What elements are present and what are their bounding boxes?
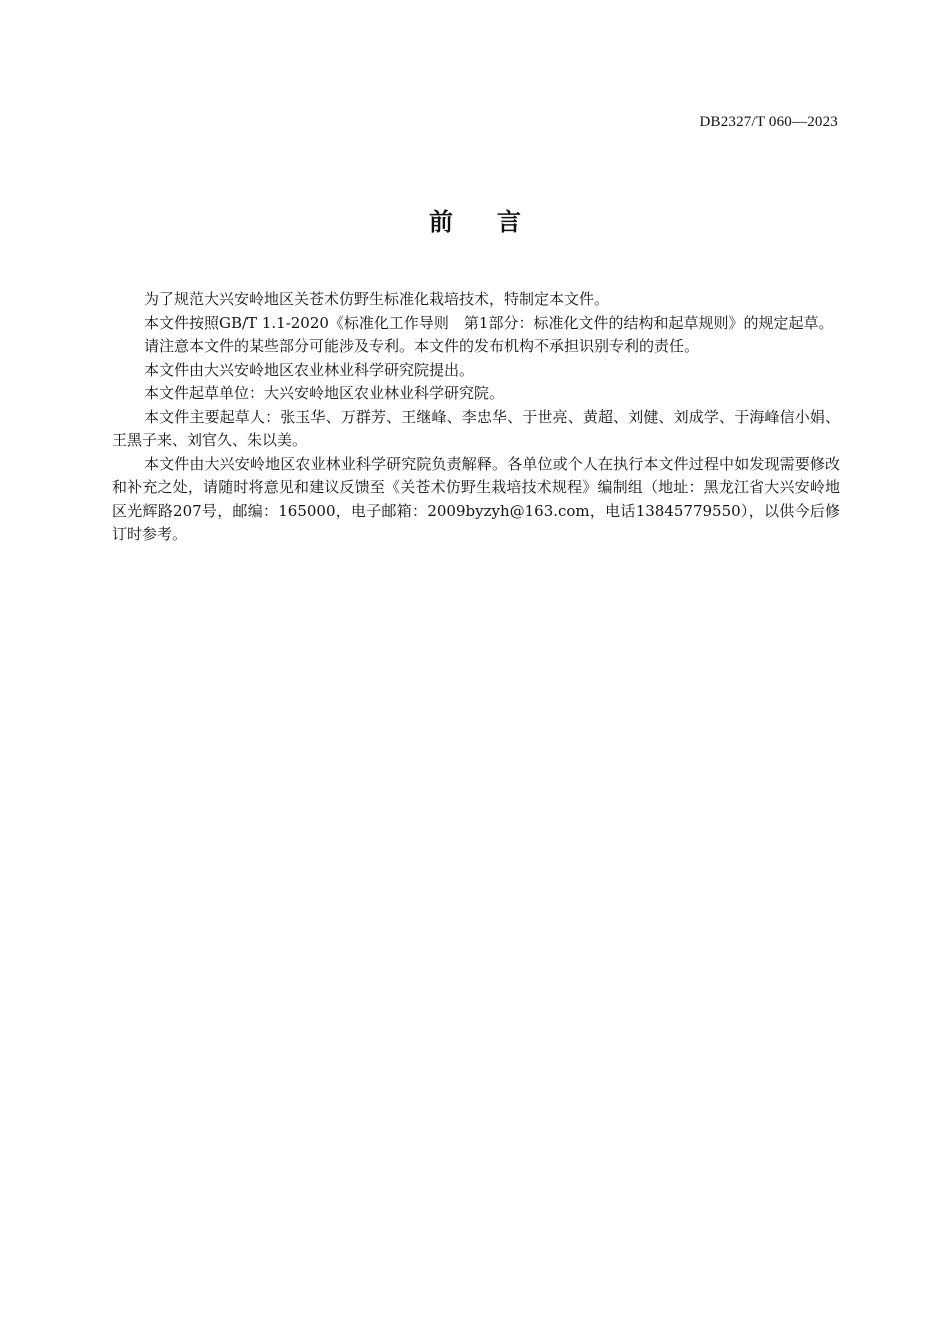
title-char-2: 言 <box>497 208 521 236</box>
paragraph-drafters: 本文件主要起草人：张玉华、万群芳、王继峰、李忠华、于世亮、黄超、刘健、刘成学、于海峰信小娟、王黑子来、刘官久、朱以美。 <box>112 407 840 449</box>
paragraph-drafting-unit: 本文件起草单位：大兴安岭地区农业林业科学研究院。 <box>144 384 505 402</box>
paragraph-drafting-rules: 本文件按照GB/T 1.1-2020《标准化工作导则 第1部分：标准化文件的结构和起草规则》的规定起草。 <box>144 313 834 332</box>
title-char-1: 前 <box>429 208 453 236</box>
document-code: DB2327/T 060—2023 <box>699 114 838 130</box>
paragraph-proposer: 本文件由大兴安岭地区农业林业科学研究院提出。 <box>144 360 475 379</box>
paragraph-purpose: 为了规范大兴安岭地区关苍术仿野生标准化栽培技术，特制定本文件。 <box>144 290 610 308</box>
foreword-body <box>112 288 840 547</box>
paragraph-patent-notice: 请注意本文件的某些部分可能涉及专利。本文件的发布机构不承担识别专利的责任。 <box>144 337 700 355</box>
page-title <box>0 202 950 237</box>
paragraph-interpretation: 本文件由大兴安岭地区农业林业科学研究院负责解释。各单位或个人在执行本文件过程中如发现需要修改和补充之处，请随时将意见和建议反馈至《关苍术仿野生栽培技术规程》编制组（地址：黑龙江省大兴安岭地区光辉路207号，邮编：165000，电子邮箱：2009byzyh@163.com，电话13845779550），以供今后修订时参考。 <box>112 454 840 543</box>
